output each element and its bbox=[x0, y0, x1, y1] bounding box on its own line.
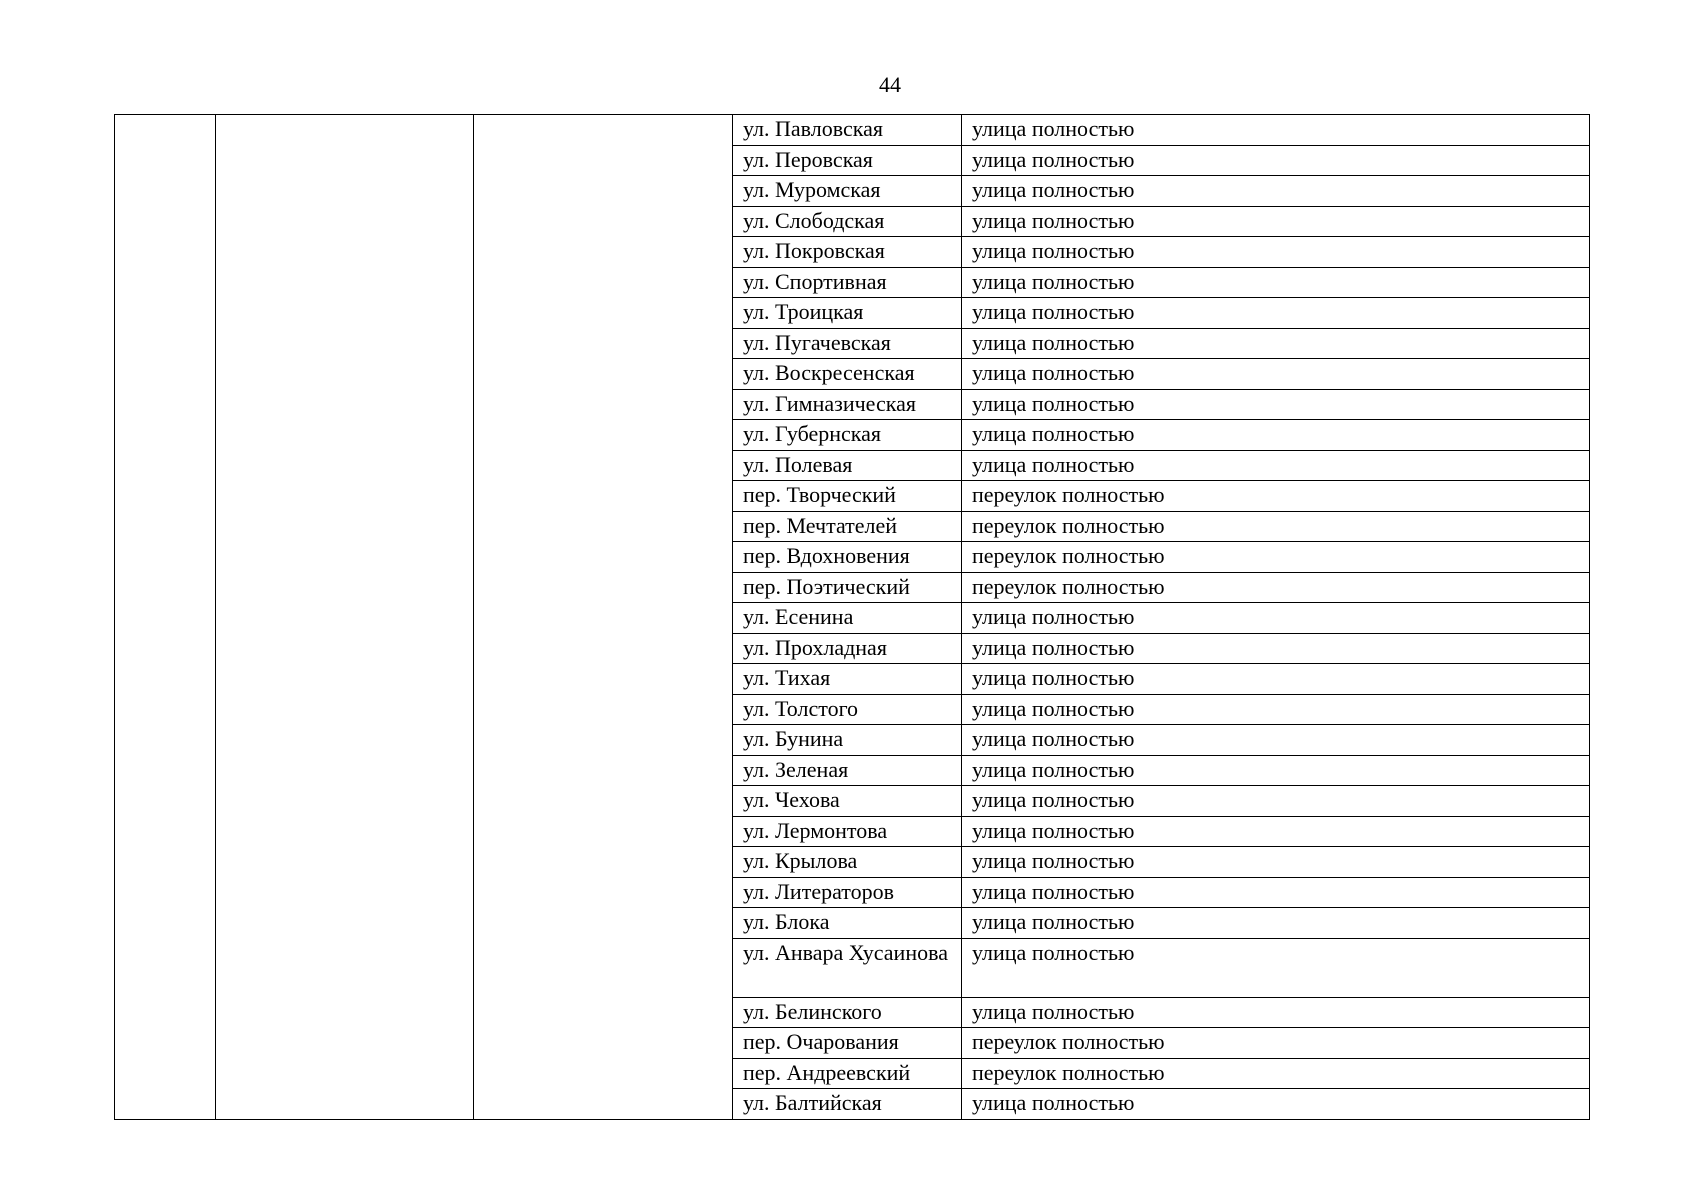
street-extent-cell: улица полностью bbox=[962, 908, 1590, 939]
street-extent-cell: переулок полностью bbox=[962, 1028, 1590, 1059]
street-name-cell: ул. Троицкая bbox=[733, 298, 962, 329]
street-name-cell: ул. Чехова bbox=[733, 786, 962, 817]
street-name-cell: ул. Белинского bbox=[733, 997, 962, 1028]
street-extent-cell: улица полностью bbox=[962, 603, 1590, 634]
street-name-cell: ул. Лермонтова bbox=[733, 816, 962, 847]
street-extent-cell: улица полностью bbox=[962, 725, 1590, 756]
street-extent-cell: улица полностью bbox=[962, 115, 1590, 146]
street-extent-cell: улица полностью bbox=[962, 237, 1590, 268]
street-extent-cell: улица полностью bbox=[962, 206, 1590, 237]
street-name-cell: ул. Воскресенская bbox=[733, 359, 962, 390]
street-extent-cell: улица полностью bbox=[962, 389, 1590, 420]
street-name-cell: ул. Крылова bbox=[733, 847, 962, 878]
street-extent-cell: улица полностью bbox=[962, 938, 1590, 997]
settlement-cell bbox=[216, 115, 474, 1120]
street-extent-cell: улица полностью bbox=[962, 816, 1590, 847]
street-extent-cell: улица полностью bbox=[962, 847, 1590, 878]
street-name-cell: ул. Литераторов bbox=[733, 877, 962, 908]
street-extent-cell: улица полностью bbox=[962, 267, 1590, 298]
street-name-cell: ул. Толстого bbox=[733, 694, 962, 725]
street-extent-cell: улица полностью bbox=[962, 1089, 1590, 1120]
street-extent-cell: улица полностью bbox=[962, 420, 1590, 451]
street-extent-cell: переулок полностью bbox=[962, 542, 1590, 573]
street-name-cell: ул. Губернская bbox=[733, 420, 962, 451]
street-extent-cell: улица полностью bbox=[962, 298, 1590, 329]
street-name-cell: ул. Покровская bbox=[733, 237, 962, 268]
street-extent-cell: улица полностью bbox=[962, 633, 1590, 664]
street-name-cell: пер. Очарования bbox=[733, 1028, 962, 1059]
street-name-cell: ул. Балтийская bbox=[733, 1089, 962, 1120]
street-name-cell: ул. Бунина bbox=[733, 725, 962, 756]
street-table bbox=[114, 114, 1590, 1120]
street-name-cell: ул. Гимназическая bbox=[733, 389, 962, 420]
street-name-cell: ул. Блока bbox=[733, 908, 962, 939]
street-name-cell: ул. Спортивная bbox=[733, 267, 962, 298]
street-name-cell: ул. Пугачевская bbox=[733, 328, 962, 359]
area-cell bbox=[474, 115, 733, 1120]
street-extent-cell: переулок полностью bbox=[962, 481, 1590, 512]
street-extent-cell: переулок полностью bbox=[962, 1058, 1590, 1089]
table-row bbox=[115, 115, 1590, 146]
district-cell bbox=[115, 115, 216, 1120]
street-table-container bbox=[114, 114, 1590, 1120]
street-name-cell: ул. Слободская bbox=[733, 206, 962, 237]
street-extent-cell: улица полностью bbox=[962, 145, 1590, 176]
street-extent-cell: улица полностью bbox=[962, 664, 1590, 695]
street-extent-cell: улица полностью bbox=[962, 450, 1590, 481]
street-extent-cell: улица полностью bbox=[962, 694, 1590, 725]
street-extent-cell: улица полностью bbox=[962, 328, 1590, 359]
street-name-cell: ул. Тихая bbox=[733, 664, 962, 695]
street-name-cell: ул. Прохладная bbox=[733, 633, 962, 664]
street-name-cell: ул. Полевая bbox=[733, 450, 962, 481]
street-extent-cell: улица полностью bbox=[962, 997, 1590, 1028]
street-name-cell: ул. Зеленая bbox=[733, 755, 962, 786]
street-extent-cell: улица полностью bbox=[962, 877, 1590, 908]
street-name-cell: пер. Мечтателей bbox=[733, 511, 962, 542]
street-extent-cell: улица полностью bbox=[962, 359, 1590, 390]
street-table-body bbox=[115, 115, 1590, 1120]
street-name-cell: ул. Муромская bbox=[733, 176, 962, 207]
street-name-cell: пер. Вдохновения bbox=[733, 542, 962, 573]
street-name-cell: пер. Творческий bbox=[733, 481, 962, 512]
street-name-cell: ул. Павловская bbox=[733, 115, 962, 146]
page-number: 44 bbox=[879, 72, 901, 97]
street-extent-cell: улица полностью bbox=[962, 786, 1590, 817]
street-extent-cell: улица полностью bbox=[962, 176, 1590, 207]
street-name-cell: пер. Андреевский bbox=[733, 1058, 962, 1089]
street-name-cell: пер. Поэтический bbox=[733, 572, 962, 603]
street-name-cell: ул. Анвара Хусаинова bbox=[733, 938, 962, 997]
street-extent-cell: улица полностью bbox=[962, 755, 1590, 786]
street-name-cell: ул. Перовская bbox=[733, 145, 962, 176]
street-extent-cell: переулок полностью bbox=[962, 511, 1590, 542]
street-name-cell: ул. Есенина bbox=[733, 603, 962, 634]
street-extent-cell: переулок полностью bbox=[962, 572, 1590, 603]
